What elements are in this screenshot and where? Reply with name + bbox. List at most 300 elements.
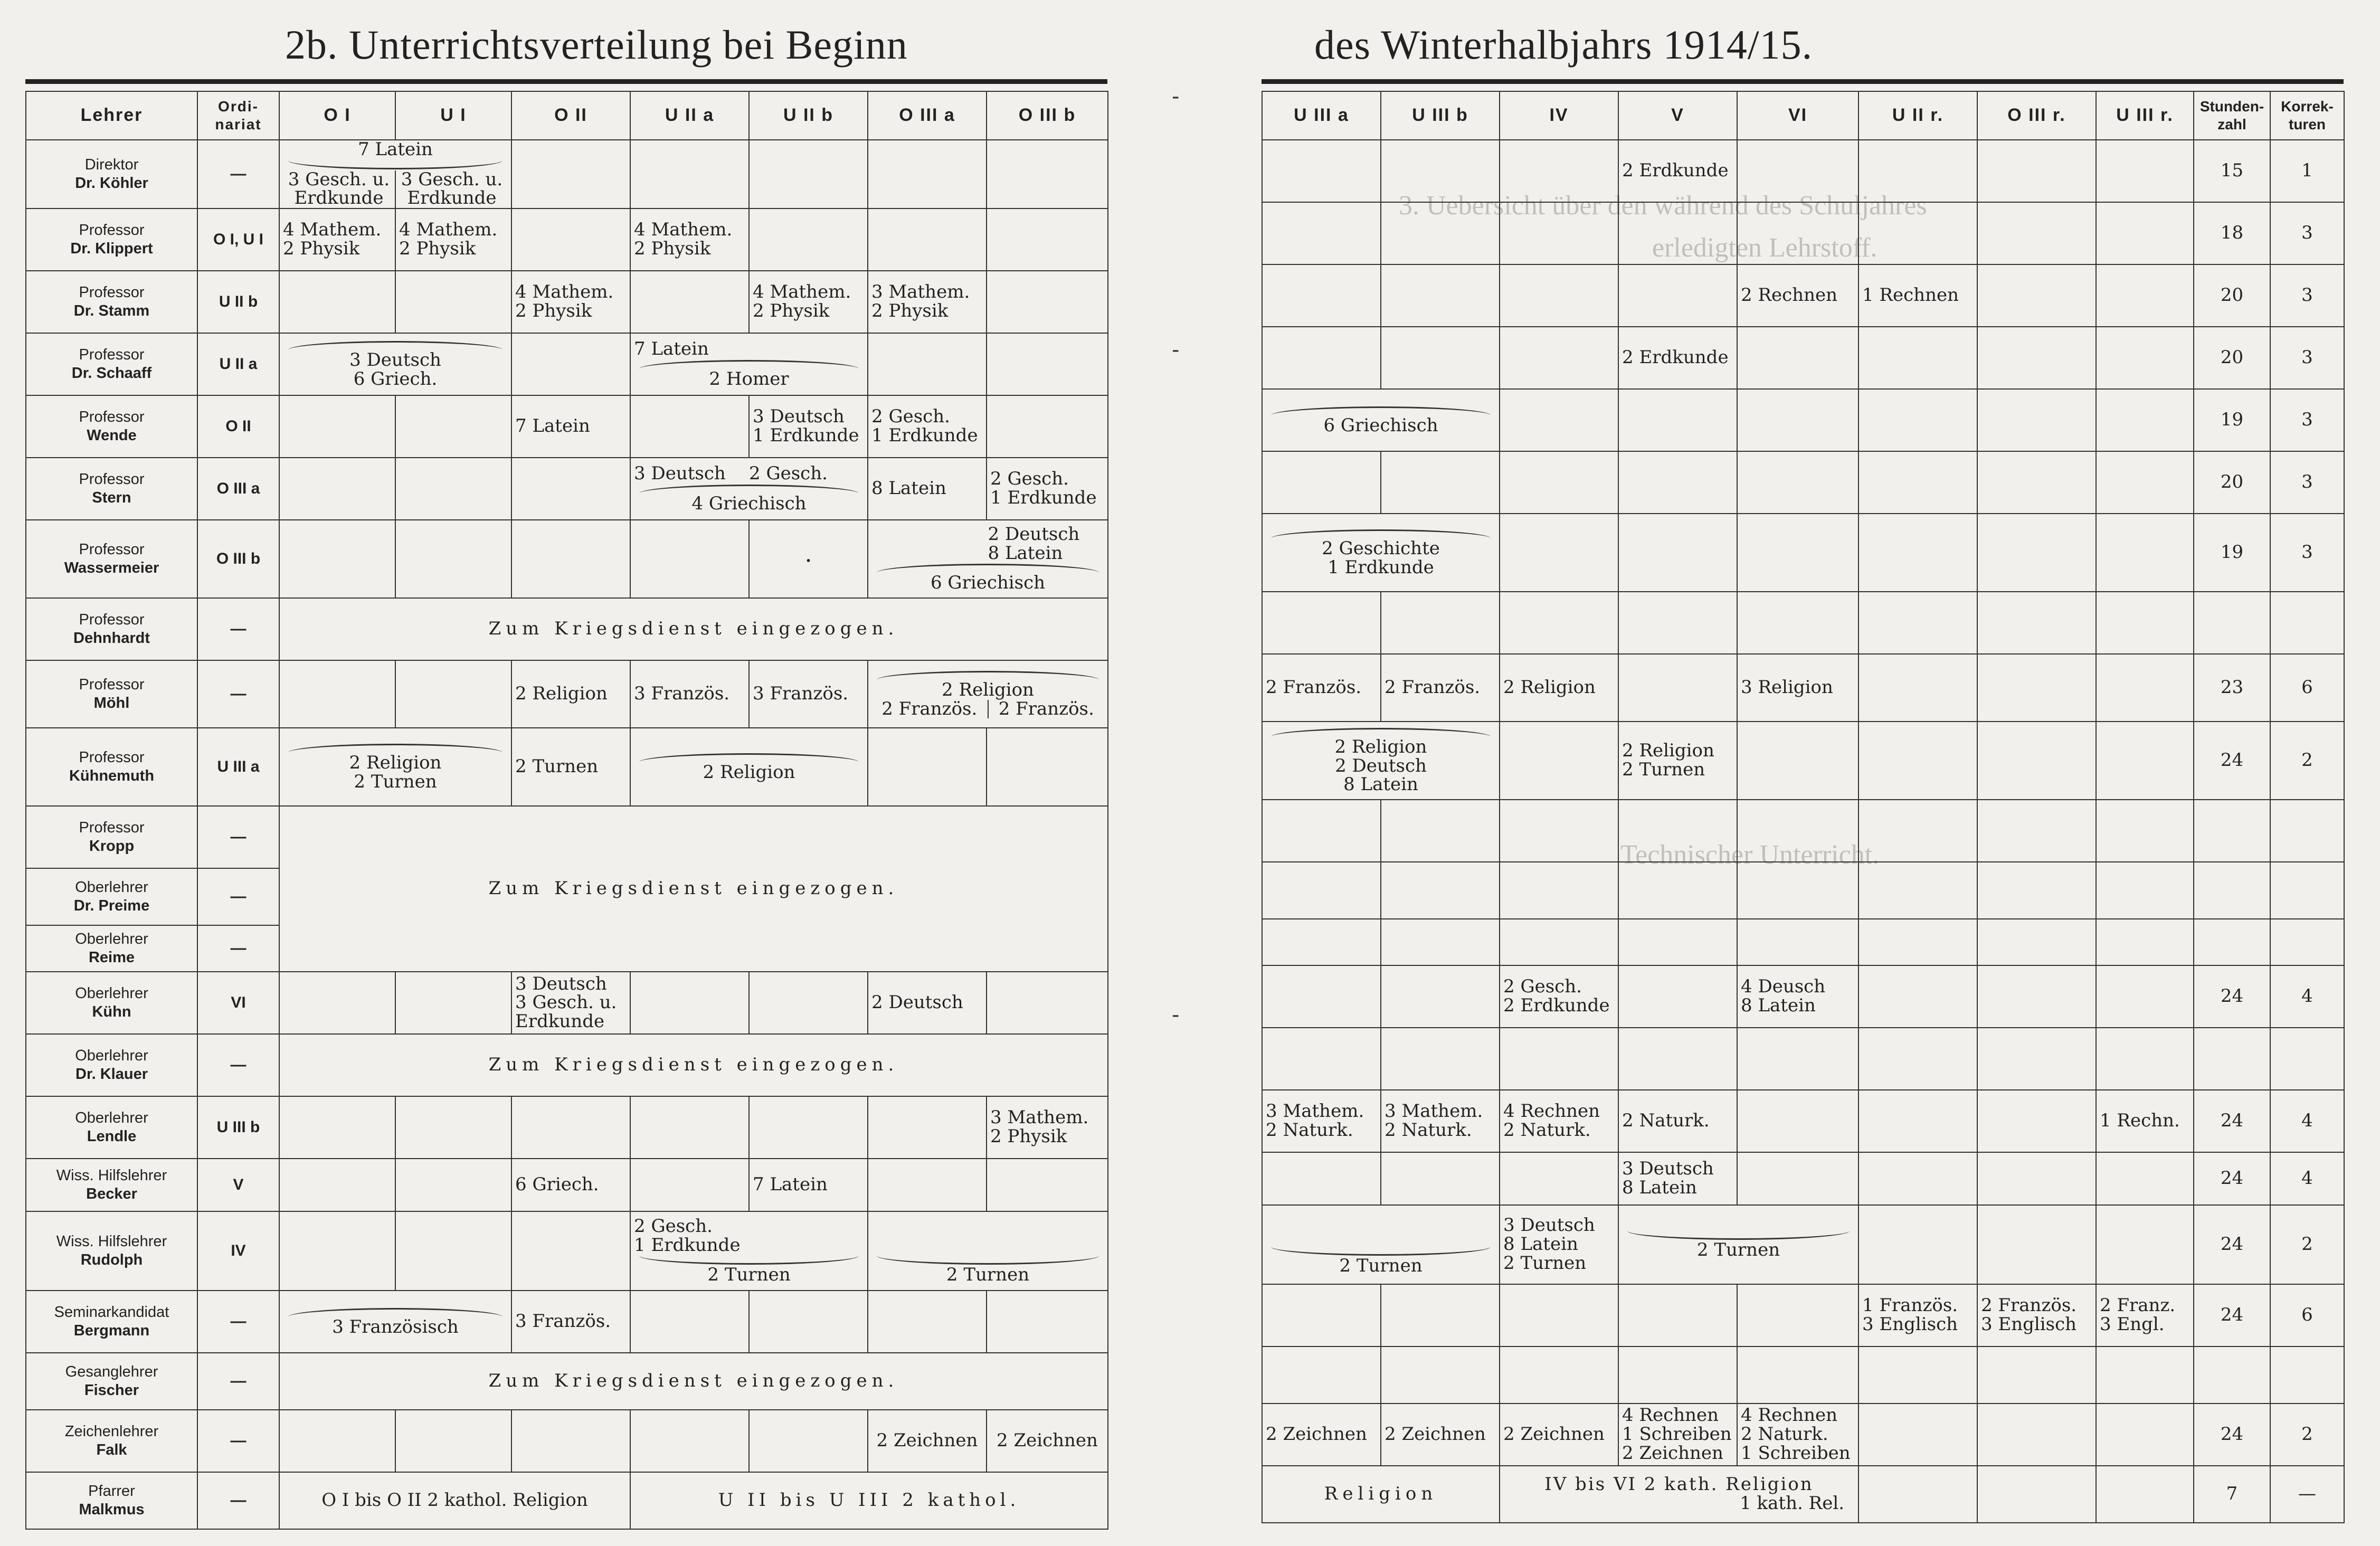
teacher-role: Wiss. Hilfslehrer <box>56 1233 167 1250</box>
teacher-role: Direktor <box>84 156 139 174</box>
header-ui: U I <box>395 91 511 140</box>
cell-text: 3 Französ. <box>634 683 730 705</box>
table-cell <box>1262 722 1500 800</box>
korrekturen-cell <box>2270 389 2344 451</box>
table-cell <box>2096 1090 2194 1152</box>
table-cell <box>749 1159 868 1211</box>
korrekturen-value: 2 <box>2301 1234 2313 1255</box>
table-cell <box>1737 800 1859 862</box>
kriegsdienst-note: Zum Kriegsdienst eingezogen. <box>488 1370 899 1392</box>
cell-text: 2 Gesch. <box>749 462 828 484</box>
hours-value: 20 <box>2220 347 2244 368</box>
table-row <box>26 972 1108 1034</box>
table-cell <box>511 520 630 598</box>
bracket-icon <box>1271 1247 1491 1256</box>
cell-text: 4 Mathem. 2 Physik <box>634 219 733 260</box>
table-cell <box>1262 862 1381 919</box>
table-cell <box>1977 202 2096 264</box>
table-cell <box>279 271 395 333</box>
cell-text: 6 Griech. <box>515 1174 599 1196</box>
table-cell <box>2270 1346 2344 1403</box>
teacher-cell <box>26 1472 197 1529</box>
ordinariat-value: — <box>230 620 246 638</box>
cell-text: 2 Religion 2 Turnen <box>1622 740 1714 780</box>
table-cell <box>1618 800 1737 862</box>
table-row <box>26 1096 1108 1159</box>
gutter-dash-icon: - <box>1172 338 1180 362</box>
table-cell <box>395 208 511 271</box>
table-cell <box>749 660 868 728</box>
cell-text: 2 Religion 2 Turnen <box>349 752 442 792</box>
bleed-heading: 3. Uebersicht über den während des Schuljahres <box>1399 191 1927 221</box>
cell-text: 6 Griechisch <box>930 572 1046 594</box>
table-cell <box>1737 202 1859 264</box>
table-cell <box>1859 1205 1977 1284</box>
teacher-cell <box>26 1034 197 1096</box>
table-cell <box>1500 1284 1618 1346</box>
bleed-heading: Technischer Unterricht. <box>1620 840 1880 870</box>
header-oi: O I <box>279 91 395 140</box>
header-uiia: U II a <box>630 91 749 140</box>
table-cell <box>395 1410 511 1472</box>
table-cell <box>2194 862 2270 919</box>
table-cell <box>1618 1090 1737 1152</box>
cell-text: 2 Gesch. 1 Erdkunde <box>990 468 1097 509</box>
ordinariat-cell <box>197 140 279 208</box>
table-cell <box>1618 919 1737 965</box>
teacher-role: Zeichenlehrer <box>64 1423 159 1440</box>
table-cell <box>1500 654 1618 722</box>
korrekturen-value: 2 <box>2301 750 2313 771</box>
teacher-name: Dr. Klippert <box>70 240 153 258</box>
ordinariat-cell <box>197 1096 279 1159</box>
table-cell <box>1977 327 2096 389</box>
cell-text: 2 Französ. 3 Englisch <box>1981 1295 2077 1335</box>
table-cell <box>1500 140 1618 202</box>
header-row <box>1262 91 2344 140</box>
stundenzahl-cell <box>2194 654 2270 722</box>
table-cell <box>1618 140 1737 202</box>
bracket-icon <box>288 160 502 169</box>
table-cell <box>279 333 511 395</box>
cell-text: 2 Französ. <box>1385 677 1481 698</box>
table-cell <box>1737 514 1859 592</box>
table-cell <box>511 660 630 728</box>
teacher-name: Kropp <box>89 838 135 855</box>
table-cell <box>1859 1284 1977 1346</box>
table-cell <box>749 271 868 333</box>
table-cell <box>1737 327 1859 389</box>
table-cell <box>2194 919 2270 965</box>
table-cell <box>1977 965 2096 1028</box>
header-oiiia: O III a <box>868 91 987 140</box>
table-row <box>26 1291 1108 1353</box>
left-page <box>0 0 1180 1546</box>
teacher-cell <box>26 520 197 598</box>
korrekturen-cell <box>2270 722 2344 800</box>
table-cell <box>1737 1152 1859 1205</box>
table-cell <box>511 1211 630 1291</box>
korrekturen-cell <box>2270 327 2344 389</box>
bracket-icon <box>1271 728 1491 737</box>
table-cell <box>987 1159 1108 1211</box>
table-cell <box>630 1211 868 1291</box>
table-cell <box>749 140 868 208</box>
table-cell <box>2096 1466 2194 1523</box>
table-cell <box>1500 1028 1618 1090</box>
table-cell <box>1262 1403 1381 1466</box>
table-cell <box>511 1410 630 1472</box>
teacher-role: Oberlehrer <box>75 879 148 896</box>
table-cell <box>1500 1403 1618 1466</box>
table-cell <box>1262 965 1381 1028</box>
cell-text: 2 Religion <box>942 679 1034 700</box>
table-cell <box>1381 202 1500 264</box>
teacher-role: Professor <box>79 749 145 766</box>
stundenzahl-cell <box>2194 1090 2270 1152</box>
teacher-cell <box>26 1211 197 1291</box>
bracket-icon <box>639 485 859 494</box>
ordinariat-cell <box>197 1291 279 1353</box>
table-cell <box>1381 592 1500 654</box>
teacher-role: Professor <box>79 471 145 488</box>
table-cell <box>1977 1346 2096 1403</box>
teacher-name: Wassermeier <box>64 559 159 577</box>
cell-text: 2 Gesch. 1 Erdkunde <box>634 1216 741 1256</box>
table-cell <box>1618 1152 1737 1205</box>
table-cell <box>395 520 511 598</box>
table-cell <box>2096 592 2194 654</box>
hours-value: 19 <box>2220 542 2244 563</box>
table-cell <box>630 1472 1108 1529</box>
bracket-icon <box>1271 529 1491 538</box>
table-cell <box>1977 800 2096 862</box>
table-cell <box>1262 514 1500 592</box>
teacher-role: Wiss. Hilfslehrer <box>56 1167 167 1184</box>
table-cell <box>630 271 749 333</box>
teacher-name: Möhl <box>93 695 130 712</box>
table-cell <box>395 1096 511 1159</box>
table-cell <box>1977 1205 2096 1284</box>
table-cell <box>630 140 749 208</box>
hours-value: 18 <box>2220 222 2244 244</box>
table-cell <box>1262 1090 1381 1152</box>
header-oiiir: O III r. <box>1977 91 2096 140</box>
teacher-role: Professor <box>79 819 145 837</box>
teacher-role: Professor <box>79 346 145 364</box>
table-cell <box>1500 1466 1859 1523</box>
cell-text: 4 Mathem. 2 Physik <box>283 219 382 260</box>
korrekturen-cell <box>2270 1403 2344 1466</box>
table-cell <box>1737 451 1859 514</box>
cell-text: 3 Französisch <box>332 1316 459 1338</box>
cell-text: U II bis U III 2 kathol. <box>718 1490 1020 1511</box>
table-cell <box>987 728 1108 806</box>
table-cell <box>1262 1028 1381 1090</box>
teacher-role: Professor <box>79 284 145 301</box>
table-cell <box>2096 389 2194 451</box>
table-row <box>26 598 1108 660</box>
ordinariat-cell <box>197 1211 279 1291</box>
table-cell <box>395 395 511 458</box>
ordinariat-value: — <box>230 685 246 703</box>
table-cell <box>987 333 1108 395</box>
korrekturen-cell <box>2270 1284 2344 1346</box>
table-cell <box>630 660 749 728</box>
table-row <box>1262 1090 2344 1152</box>
table-cell <box>1262 1284 1381 1346</box>
teacher-name: Dr. Stamm <box>73 302 150 320</box>
table-row <box>26 208 1108 271</box>
table-cell <box>1381 654 1500 722</box>
table-row <box>1262 654 2344 722</box>
table-cell <box>987 271 1108 333</box>
table-cell <box>868 660 1108 728</box>
table-cell <box>2096 919 2194 965</box>
page-title-right: des Winterhalbjahrs 1914/15. <box>1314 22 1813 68</box>
korrekturen-cell <box>2270 451 2344 514</box>
bracket-icon <box>288 1308 502 1317</box>
table-cell <box>1737 1028 1859 1090</box>
table-cell <box>1737 1284 1859 1346</box>
cell-text: 2 Französ. <box>881 698 978 719</box>
teacher-cell <box>26 1159 197 1211</box>
stundenzahl-cell <box>2194 451 2270 514</box>
table-row <box>1262 1403 2344 1466</box>
table-cell <box>395 972 511 1034</box>
cell-text: 3 Deutsch <box>634 462 726 484</box>
table-cell <box>1381 919 1500 965</box>
cell-text: 4 Rechnen 2 Naturk. 1 Schreiben <box>1741 1405 1851 1464</box>
bracket-icon <box>877 564 1099 573</box>
teacher-cell <box>26 806 197 868</box>
table-cell <box>1500 1152 1618 1205</box>
table-cell <box>1859 654 1977 722</box>
teacher-name: Dehnhardt <box>73 630 150 647</box>
header-uiiir: U III r. <box>2096 91 2194 140</box>
table-row <box>1262 800 2344 862</box>
cell-text: 2 Zeichnen <box>876 1430 978 1452</box>
table-cell <box>1977 1152 2096 1205</box>
cell-text: 3 Deutsch 6 Griech. <box>349 349 441 390</box>
ordinariat-value: VI <box>231 994 246 1012</box>
kriegsdienst-note: Zum Kriegsdienst eingezogen. <box>488 1054 899 1076</box>
hours-value: 24 <box>2220 1304 2244 1326</box>
table-cell <box>1262 1346 1381 1403</box>
header-lehrer: Lehrer <box>26 91 197 140</box>
cell-text: 2 Zeichnen <box>997 1430 1098 1452</box>
table-cell <box>1381 1028 1500 1090</box>
cell-text: 4 Rechnen 2 Naturk. <box>1503 1101 1600 1141</box>
cell-text: 2 Religion <box>1503 677 1596 698</box>
table-cell <box>1262 389 1500 451</box>
table-cell <box>1381 1346 1500 1403</box>
table-row <box>1262 264 2344 327</box>
korrekturen-value: 3 <box>2301 347 2313 368</box>
table-row <box>1262 722 2344 800</box>
ordinariat-cell <box>197 333 279 395</box>
table-row <box>1262 1205 2344 1284</box>
table-cell <box>1262 451 1381 514</box>
table-row <box>1262 965 2344 1028</box>
cell-text: 4 Deusch 8 Latein <box>1741 976 1826 1016</box>
ordinariat-cell <box>197 1353 279 1410</box>
table-cell <box>1737 140 1859 202</box>
table-cell <box>2270 919 2344 965</box>
table-cell <box>1618 451 1737 514</box>
hours-value: 20 <box>2220 284 2244 306</box>
table-cell <box>868 140 987 208</box>
table-cell <box>1500 514 1618 592</box>
table-cell <box>1262 1466 1500 1523</box>
table-row <box>26 395 1108 458</box>
table-cell <box>1977 140 2096 202</box>
ordinariat-value: V <box>233 1176 244 1194</box>
page-title-left: 2b. Unterrichtsverteilung bei Beginn <box>285 22 908 68</box>
cell-text: O I bis O II 2 kathol. Religion <box>321 1490 588 1511</box>
table-cell <box>1859 592 1977 654</box>
table-row <box>26 520 1108 598</box>
table-row <box>1262 140 2344 202</box>
teacher-name: Kühn <box>92 1003 131 1021</box>
ordinariat-cell <box>197 660 279 728</box>
table-cell <box>1977 592 2096 654</box>
korrekturen-cell <box>2270 1152 2344 1205</box>
korrekturen-value: 3 <box>2301 222 2313 244</box>
table-row <box>1262 514 2344 592</box>
table-cell <box>279 208 395 271</box>
table-cell <box>868 1410 987 1472</box>
teacher-role: Oberlehrer <box>75 1109 148 1127</box>
table-cell <box>987 458 1108 520</box>
table-cell <box>2096 1403 2194 1466</box>
cell-text: 4 Rechnen 1 Schreiben 2 Zeichnen <box>1622 1405 1732 1464</box>
ordinariat-value: — <box>230 888 246 906</box>
table-cell <box>749 1096 868 1159</box>
header-stundenzahl: Stunden- zahl <box>2194 91 2270 140</box>
table-cell <box>1977 1403 2096 1466</box>
cell-text: 3 Französ. <box>753 683 849 705</box>
hours-value: 23 <box>2220 677 2244 698</box>
table-cell <box>1618 389 1737 451</box>
cell-oi-ui <box>279 140 511 208</box>
table-cell <box>1500 1090 1618 1152</box>
ordinariat-value: — <box>230 165 246 183</box>
table-cell <box>1977 514 2096 592</box>
korrekturen-value: 4 <box>2301 1110 2313 1132</box>
cell-text: 2 Gesch. 1 Erdkunde <box>871 406 978 447</box>
table-cell <box>868 208 987 271</box>
table-row <box>26 1034 1108 1096</box>
table-cell <box>1859 327 1977 389</box>
cell-text: 3 Mathem. 2 Physik <box>871 281 970 322</box>
cell-text: 6 Griechisch <box>1323 414 1438 436</box>
ordinariat-value: — <box>230 1313 246 1331</box>
cell-text: 2 Religion 2 Deutsch 8 Latein <box>1334 736 1427 795</box>
table-cell <box>868 1211 1108 1291</box>
table-cell <box>1618 965 1737 1028</box>
gutter-dash-icon: - <box>1172 84 1180 109</box>
table-cell <box>1737 654 1859 722</box>
cell-text: 7 Latein <box>358 140 433 160</box>
teacher-name: Kühnemuth <box>69 767 155 785</box>
hours-value: 24 <box>2220 1234 2244 1255</box>
cell-text: 3 Mathem. 2 Physik <box>990 1107 1089 1147</box>
ordinariat-cell <box>197 806 279 868</box>
korrekturen-value: 3 <box>2301 542 2313 563</box>
table-cell <box>868 1096 987 1159</box>
teacher-cell <box>26 868 197 925</box>
cell-text: 1 kath. Rel. <box>1740 1493 1844 1514</box>
table-row <box>1262 451 2344 514</box>
ordinariat-cell <box>197 1034 279 1096</box>
table-cell <box>1500 1346 1618 1403</box>
hours-value: 24 <box>2220 1424 2244 1445</box>
teacher-cell <box>26 208 197 271</box>
cell-text: 7 Latein <box>634 338 709 359</box>
ordinariat-value: — <box>230 1056 246 1074</box>
table-row <box>26 1410 1108 1472</box>
teacher-name: Malkmus <box>79 1501 145 1519</box>
hours-value: 24 <box>2220 1168 2244 1189</box>
table-cell <box>2096 654 2194 722</box>
teacher-role: Professor <box>79 541 145 558</box>
title-rule <box>1262 79 2344 84</box>
table-cell <box>1500 202 1618 264</box>
table-cell <box>749 1291 868 1353</box>
ordinariat-value: — <box>230 940 246 957</box>
stundenzahl-cell <box>2194 514 2270 592</box>
table-cell <box>1859 722 1977 800</box>
table-cell <box>1737 1346 1859 1403</box>
table-row <box>26 1353 1108 1410</box>
ordinariat-cell <box>197 1410 279 1472</box>
table-cell <box>1859 140 1977 202</box>
table-cell <box>1500 264 1618 327</box>
table-cell <box>630 1291 749 1353</box>
teacher-role: Gesanglehrer <box>65 1363 158 1381</box>
table-row <box>1262 592 2344 654</box>
kriegsdienst-cell <box>279 1353 1108 1410</box>
table-cell <box>1977 1090 2096 1152</box>
table-cell <box>1500 862 1618 919</box>
table-cell <box>749 395 868 458</box>
table-cell <box>1859 514 1977 592</box>
bracket-icon <box>877 1256 1099 1265</box>
table-cell <box>1618 1346 1737 1403</box>
teacher-cell <box>26 598 197 660</box>
cell-text: 3 Deutsch 3 Gesch. u. Erdkunde <box>515 973 617 1032</box>
cell-text: 1 Rechn. <box>2100 1110 2180 1132</box>
table-cell <box>395 660 511 728</box>
table-cell <box>1737 1090 1859 1152</box>
cell-text: 3 Gesch. u. Erdkunde <box>401 168 503 209</box>
table-cell <box>868 1291 987 1353</box>
ordinariat-value: O II <box>225 418 251 435</box>
table-cell <box>511 728 630 806</box>
cell-text: 3 Deutsch 1 Erdkunde <box>753 406 859 447</box>
table-cell <box>1618 1403 1737 1466</box>
teacher-cell <box>26 271 197 333</box>
table-cell <box>630 520 749 598</box>
teacher-name: Rudolph <box>80 1251 143 1269</box>
header-vi: VI <box>1737 91 1859 140</box>
table-cell <box>1977 1028 2096 1090</box>
table-cell <box>279 1410 395 1472</box>
teacher-name: Dr. Schaaff <box>71 365 152 382</box>
table-cell: • <box>749 520 868 598</box>
table-cell <box>1737 965 1859 1028</box>
